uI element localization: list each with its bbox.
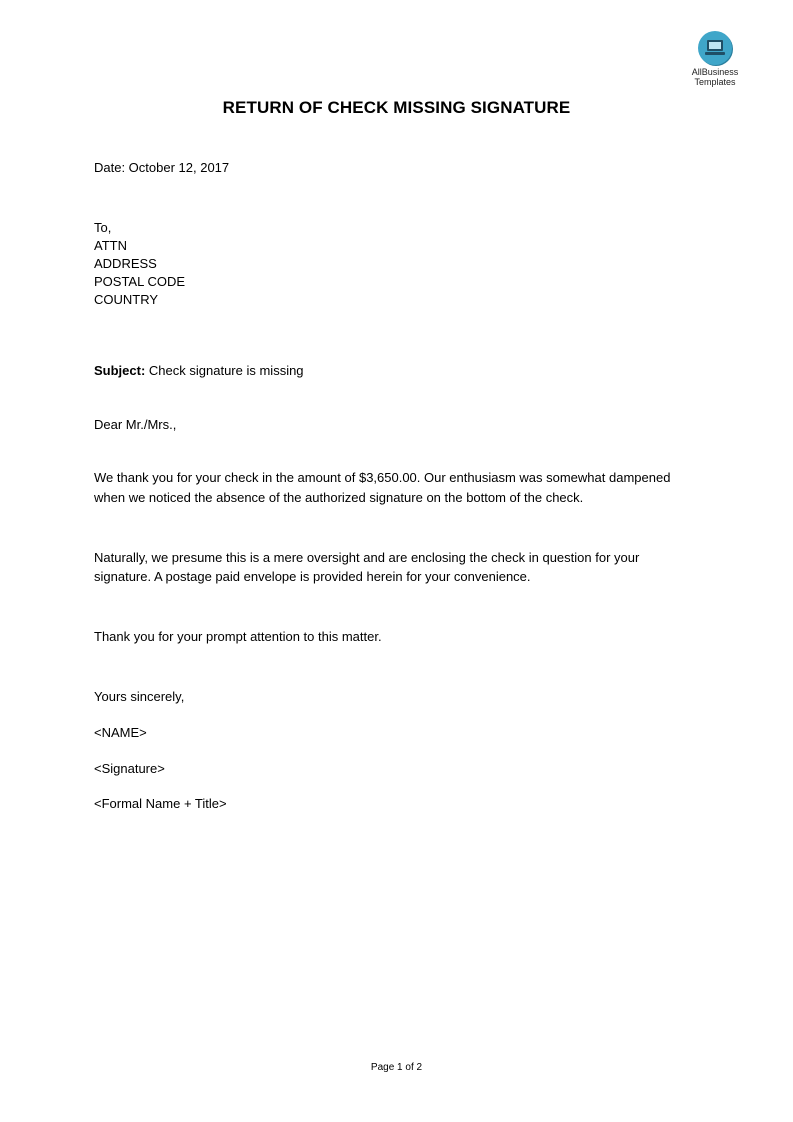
salutation: Dear Mr./Mrs., <box>94 417 177 432</box>
closing: Yours sincerely, <box>94 689 185 704</box>
laptop-icon <box>698 31 732 65</box>
recipient-to: To, <box>94 220 112 235</box>
subject-line <box>94 362 304 380</box>
recipient-postal-code: POSTAL CODE <box>94 274 186 289</box>
paragraph1-line1: We thank you for your check in the amount of $3,650.00. Our enthusiasm was somewhat dampened <box>94 470 671 485</box>
formal-name-placeholder: <Formal Name + Title> <box>94 796 227 811</box>
logo-text-line2: Templates <box>694 77 736 87</box>
allbusiness-templates-logo <box>676 31 754 87</box>
paragraph2-line1: Naturally, we presume this is a mere oversight and are enclosing the check in question for your <box>94 550 640 565</box>
logo-text-line1: AllBusiness <box>691 67 739 77</box>
page-number: Page 1 of 2 <box>370 1062 423 1073</box>
signature-placeholder: <Signature> <box>94 761 165 776</box>
recipient-attn: ATTN <box>94 238 127 253</box>
recipient-address: ADDRESS <box>94 256 157 271</box>
paragraph2-line2: signature. A postage paid envelope is provided herein for your convenience. <box>94 569 531 584</box>
document-title: RETURN OF CHECK MISSING SIGNATURE <box>222 98 571 117</box>
paragraph3: Thank you for your prompt attention to this matter. <box>94 629 382 644</box>
name-placeholder: <NAME> <box>94 725 147 740</box>
subject-text: Check signature is missing <box>148 363 304 378</box>
date-line: Date: October 12, 2017 <box>94 160 230 175</box>
paragraph1-line2: when we noticed the absence of the authorized signature on the bottom of the check. <box>94 490 584 505</box>
subject-label: Subject: <box>94 363 146 378</box>
recipient-country: COUNTRY <box>94 292 159 307</box>
